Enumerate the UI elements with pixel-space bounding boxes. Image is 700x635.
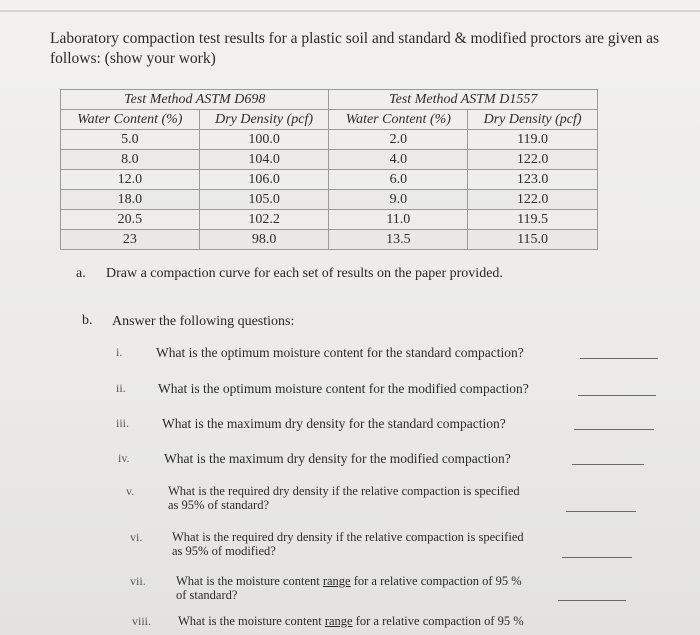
- part-a-text: Draw a compaction curve for each set of results on the paper provided.: [106, 266, 503, 281]
- question-number: iv.: [118, 451, 130, 465]
- question-text-line1: What is the required dry density if the relative compaction is specified: [172, 530, 524, 544]
- cell: 20.5: [61, 210, 200, 230]
- table-row: [61, 190, 598, 210]
- col-header: Water Content (%): [61, 110, 200, 130]
- cell: 105.0: [199, 190, 329, 210]
- cell: 119.0: [468, 130, 598, 150]
- question-number: vi.: [130, 530, 143, 544]
- cell: 6.0: [329, 170, 468, 190]
- intro-paragraph: Laboratory compaction test results for a plastic soil and standard & modified proctors are given as follows: (show your work): [50, 30, 660, 67]
- col-header: Dry Density (pcf): [468, 110, 598, 130]
- answer-line-v[interactable]: [566, 511, 636, 512]
- question-text-post: for a relative compaction of 95 %: [350, 574, 522, 588]
- compaction-results-table: [60, 89, 598, 250]
- question-text-line1: [176, 574, 522, 589]
- table-row: [61, 170, 598, 190]
- answer-line-iv[interactable]: [572, 464, 644, 465]
- question-text-line2: of standard?: [176, 588, 238, 602]
- col-header: Water Content (%): [329, 110, 468, 130]
- answer-line-iii[interactable]: [574, 429, 654, 430]
- question-text-line2: as 95% of standard?: [168, 498, 270, 512]
- cell: 122.0: [468, 150, 598, 170]
- table-row: [61, 150, 598, 170]
- cell: 119.5: [468, 210, 598, 230]
- question-text-pre: What is the moisture content: [176, 574, 323, 588]
- table-row: [61, 230, 598, 250]
- underlined-range: range: [322, 574, 351, 588]
- question-text-line1: What is the required dry density if the relative compaction is specified: [168, 484, 520, 498]
- question-text: What is the optimum moisture content for the modified compaction?: [158, 381, 529, 396]
- table-row: [61, 210, 598, 230]
- cell: 13.5: [329, 230, 468, 250]
- cell: 98.0: [199, 230, 329, 250]
- cell: 115.0: [468, 230, 598, 250]
- table-row: [61, 130, 598, 150]
- underlined-range: range: [324, 614, 353, 628]
- question-number: iii.: [116, 416, 130, 430]
- question-text-post: for a relative compaction of 95 %: [352, 614, 524, 628]
- cell: 8.0: [61, 150, 200, 170]
- group-header-d1557: Test Method ASTM D1557: [329, 90, 598, 110]
- cell: 123.0: [468, 170, 598, 190]
- cell: 23: [61, 230, 200, 250]
- part-a-letter: a.: [76, 266, 86, 281]
- part-b-letter: b.: [82, 313, 93, 328]
- question-text: What is the optimum moisture content for the standard compaction?: [156, 345, 524, 360]
- question-number: ii.: [116, 381, 126, 395]
- answer-line-i[interactable]: [580, 358, 658, 359]
- question-number: i.: [116, 345, 123, 359]
- col-header: Dry Density (pcf): [199, 110, 329, 130]
- question-text-pre: What is the moisture content: [178, 614, 325, 628]
- answer-line-vi[interactable]: [562, 557, 632, 558]
- part-b-text: Answer the following questions:: [112, 314, 295, 329]
- cell: 122.0: [468, 190, 598, 210]
- cell: 11.0: [329, 210, 468, 230]
- cell: 106.0: [199, 170, 329, 190]
- question-text: What is the maximum dry density for the standard compaction?: [162, 416, 506, 431]
- question-text-line1: [178, 614, 524, 629]
- cell: 100.0: [199, 130, 329, 150]
- cell: 4.0: [329, 150, 468, 170]
- cell: 102.2: [199, 210, 329, 230]
- question-text: What is the maximum dry density for the modified compaction?: [164, 451, 511, 466]
- group-header-d698: Test Method ASTM D698: [61, 90, 329, 110]
- cell: 18.0: [61, 190, 200, 210]
- cell: 12.0: [61, 170, 200, 190]
- question-number: v.: [126, 484, 135, 498]
- question-number: viii.: [132, 614, 152, 628]
- cell: 5.0: [61, 130, 200, 150]
- answer-line-vii[interactable]: [558, 600, 626, 601]
- cell: 9.0: [329, 190, 468, 210]
- paper-edge: [0, 10, 700, 12]
- question-text-line2: as 95% of modified?: [172, 544, 276, 558]
- answer-line-ii[interactable]: [578, 395, 656, 396]
- cell: 2.0: [329, 130, 468, 150]
- cell: 104.0: [199, 150, 329, 170]
- question-number: vii.: [130, 574, 146, 588]
